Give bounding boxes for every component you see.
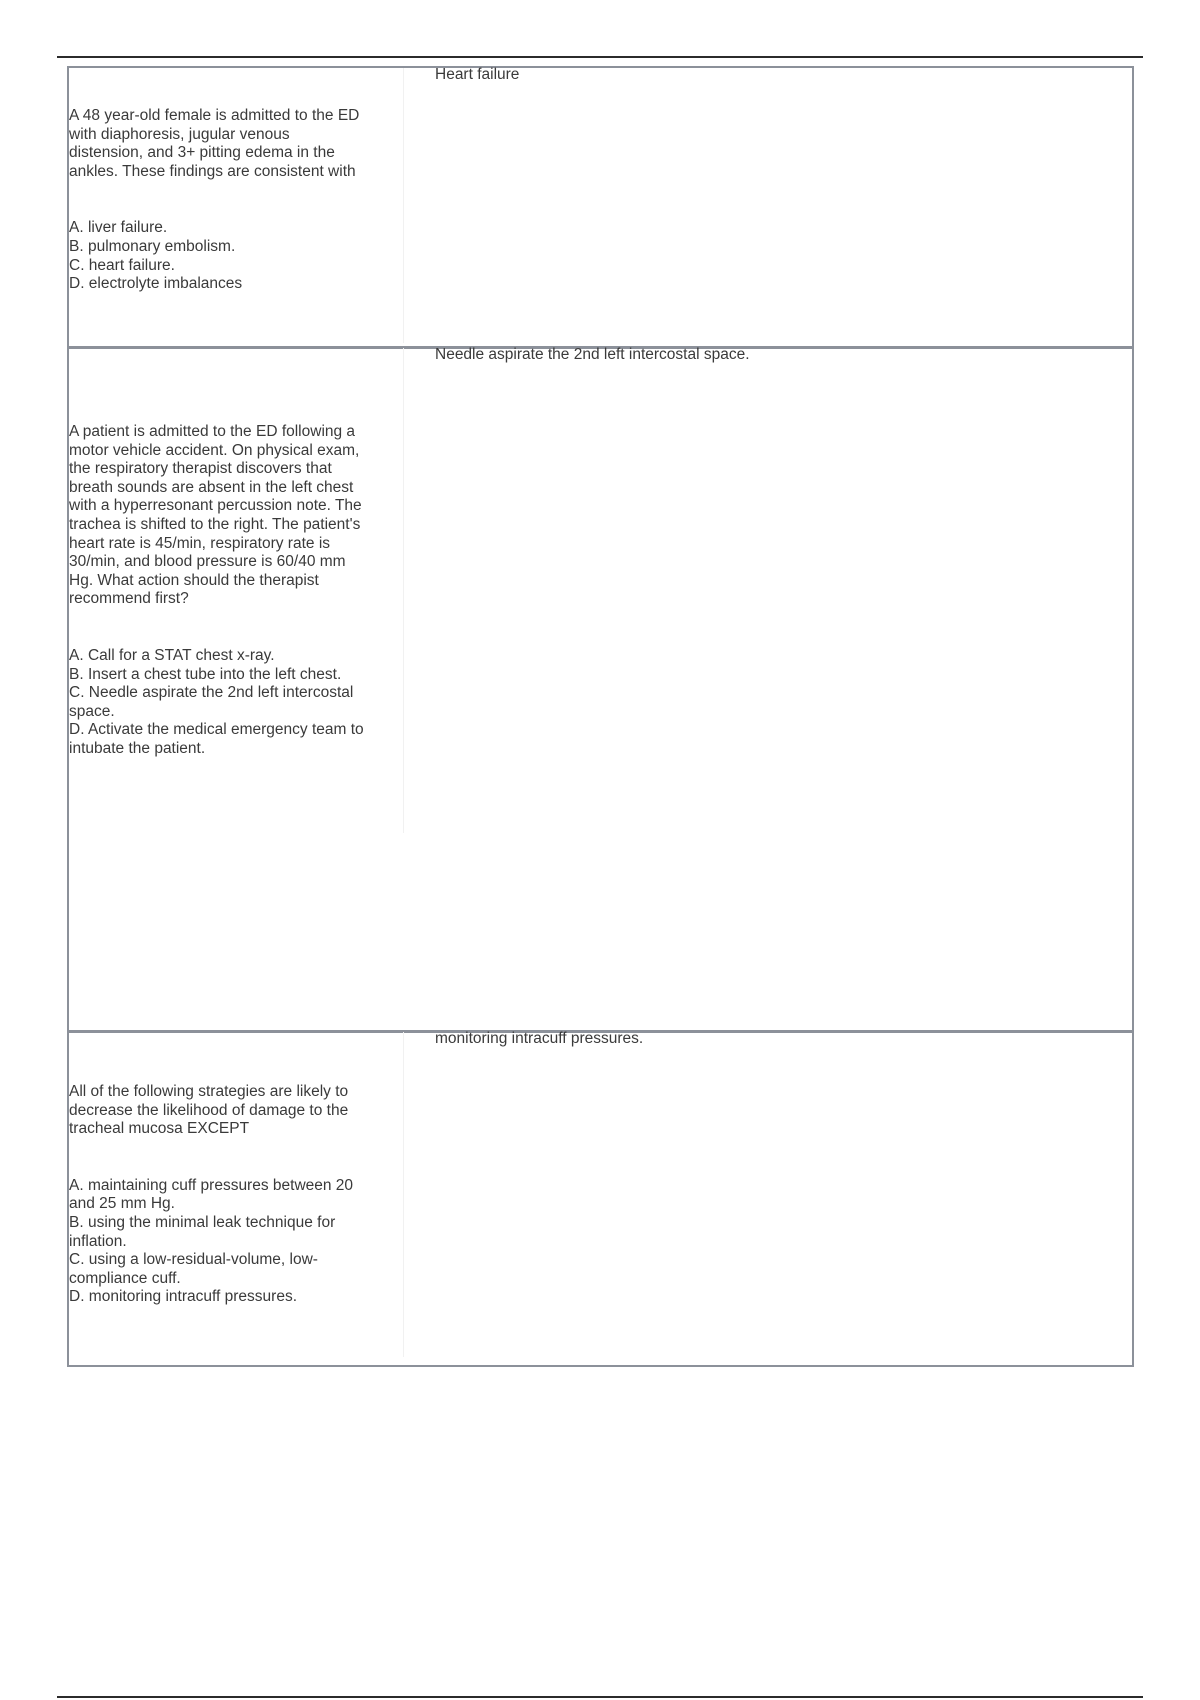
card-answer: Heart failure	[435, 66, 520, 83]
option-a: A. maintaining cuff pressures between 20 and 25 mm Hg.	[69, 1176, 354, 1213]
answer-options	[69, 219, 391, 293]
card-question-side	[69, 107, 391, 294]
question-text: A 48 year-old female is admitted to the ED with diaphoresis, jugular venous distension, and 3+ pitting edema in the ankles. These findings are consistent with	[69, 107, 360, 180]
option-d: D. monitoring intracuff pressures.	[69, 1288, 298, 1306]
option-b: B. Insert a chest tube into the left chest.	[69, 665, 342, 683]
option-d: D. electrolyte imbalances	[69, 275, 243, 293]
flashcard	[67, 66, 1134, 349]
header-rule	[57, 56, 1143, 58]
option-b: B. pulmonary embolism.	[69, 237, 236, 255]
option-b: B. using the minimal leak technique for inflation.	[69, 1213, 336, 1250]
option-d: D. Activate the medical emergency team to intubate the patient.	[69, 721, 364, 757]
answer-options	[69, 1177, 391, 1307]
answer-options	[69, 647, 391, 759]
question-text: All of the following strategies are likely to decrease the likelihood of damage to the tracheal mucosa EXCEPT	[69, 1083, 349, 1138]
option-c: C. heart failure.	[69, 256, 175, 274]
option-c: C. using a low-residual-volume, low- compliance cuff.	[69, 1251, 318, 1287]
option-a: A. liver failure.	[69, 219, 168, 237]
card-answer: Needle aspirate the 2nd left intercostal space.	[435, 346, 750, 363]
card-question-side	[69, 1083, 391, 1307]
flashcard	[67, 346, 1134, 1033]
option-a: A. Call for a STAT chest x-ray.	[69, 646, 275, 664]
question-text: A patient is admitted to the ED following a motor vehicle accident. On physical exam, the respiratory therapist discovers that breath sounds are absent in the left chest with a hyperresonant percussion note. The trachea is shifted to the right. The patient's heart rate is 45/min, respiratory rate is 30/min, and blood pressure is 60/40 mm Hg. What action should the therapist recommend first?	[69, 423, 362, 608]
card-divider	[403, 68, 404, 343]
footer-rule	[57, 1696, 1143, 1698]
option-c: C. Needle aspirate the 2nd left intercostal space.	[69, 684, 354, 720]
flashcard	[67, 1030, 1134, 1367]
card-divider	[403, 1032, 404, 1357]
card-divider	[403, 348, 404, 833]
card-answer: monitoring intracuff pressures.	[435, 1030, 644, 1047]
card-question-side	[69, 423, 391, 759]
